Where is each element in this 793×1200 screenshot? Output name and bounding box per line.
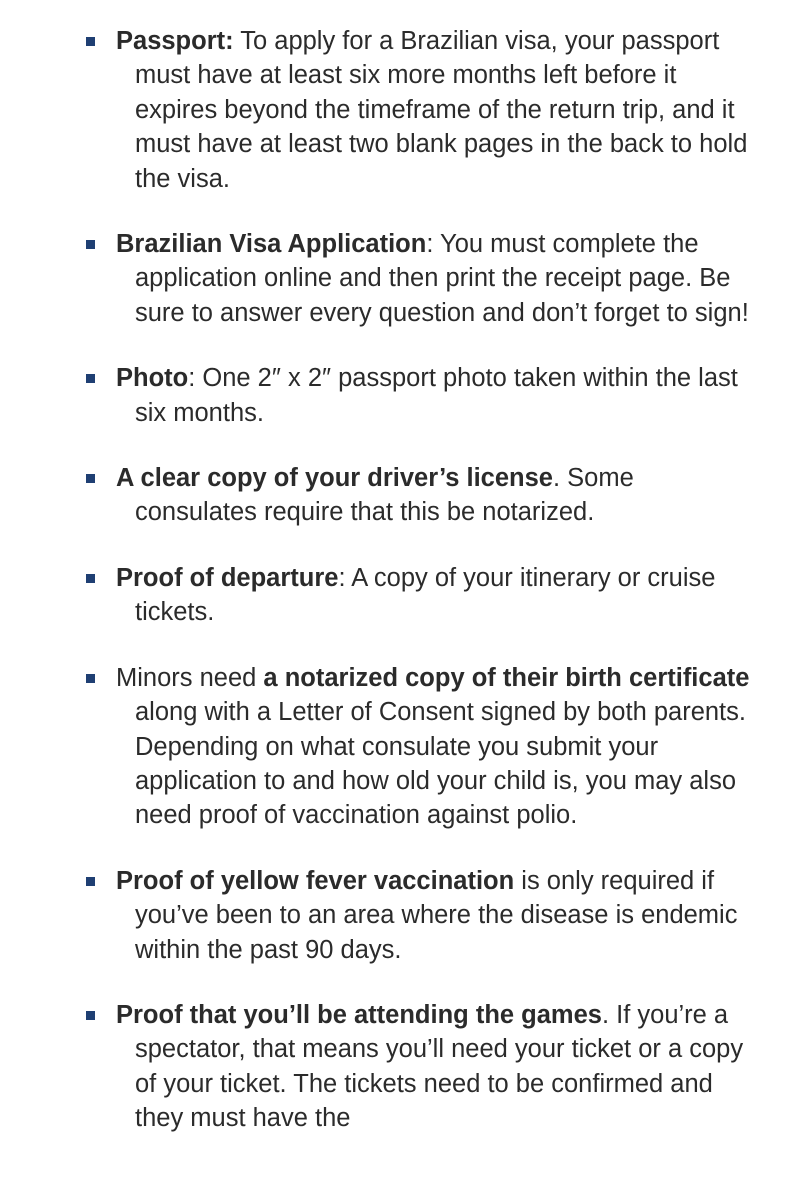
list-item-visa-application <box>0 227 793 330</box>
list-item-photo <box>0 361 793 430</box>
item-title: Passport: <box>116 27 234 55</box>
item-title: Proof of yellow fever vaccination <box>116 866 515 895</box>
requirements-list <box>0 24 793 1136</box>
item-title: Photo <box>116 364 189 393</box>
item-text: : A copy of your itinerary or cruise tickets. <box>135 563 716 627</box>
item-title: Brazilian Visa Application <box>116 230 427 259</box>
list-item-passport <box>0 24 793 196</box>
item-text: . Some consulates require that this be notarized. <box>135 464 634 527</box>
item-text: . If you’re a spectator, that means you’ll need your ticket or a copy of your ticket. The tickets need to be confirmed and they must have the <box>135 1000 744 1133</box>
square-bullet-icon <box>86 877 95 886</box>
square-bullet-icon <box>86 1011 95 1020</box>
item-prefix: Minors need <box>116 663 264 692</box>
square-bullet-icon <box>86 240 95 249</box>
list-item-drivers-license <box>0 461 793 530</box>
square-bullet-icon <box>86 474 95 483</box>
list-item-minors <box>0 661 793 833</box>
item-text: along with a Letter of Consent signed by both parents. Depending on what consulate you submit your application to and how old your child is, you may also need proof of vaccination against polio. <box>135 698 746 830</box>
square-bullet-icon <box>86 674 95 683</box>
item-title: a notarized copy of their birth certificate <box>263 663 750 692</box>
square-bullet-icon <box>86 374 95 383</box>
list-item-yellow-fever <box>0 864 793 967</box>
list-item-games-attendance <box>0 998 793 1136</box>
item-title: Proof of departure <box>116 563 339 592</box>
item-text: : You must complete the application online and then print the receipt page. Be sure to answer every question and don’t forget to sign! <box>135 230 749 327</box>
item-title: Proof that you’ll be attending the games <box>116 1000 602 1029</box>
item-title: A clear copy of your driver’s license <box>116 464 553 493</box>
item-text: : One 2″ x 2″ passport photo taken within the last six months. <box>135 364 738 427</box>
square-bullet-icon <box>86 574 95 583</box>
item-text: To apply for a Brazilian visa, your passport must have at least six more months left before it expires beyond the timeframe of the return trip, and it must have at least two blank pages in the back to hold the visa. <box>135 27 748 193</box>
item-text: is only required if you’ve been to an area where the disease is endemic within the past 90 days. <box>135 866 738 964</box>
list-item-proof-of-departure <box>0 561 793 630</box>
square-bullet-icon <box>86 37 95 46</box>
